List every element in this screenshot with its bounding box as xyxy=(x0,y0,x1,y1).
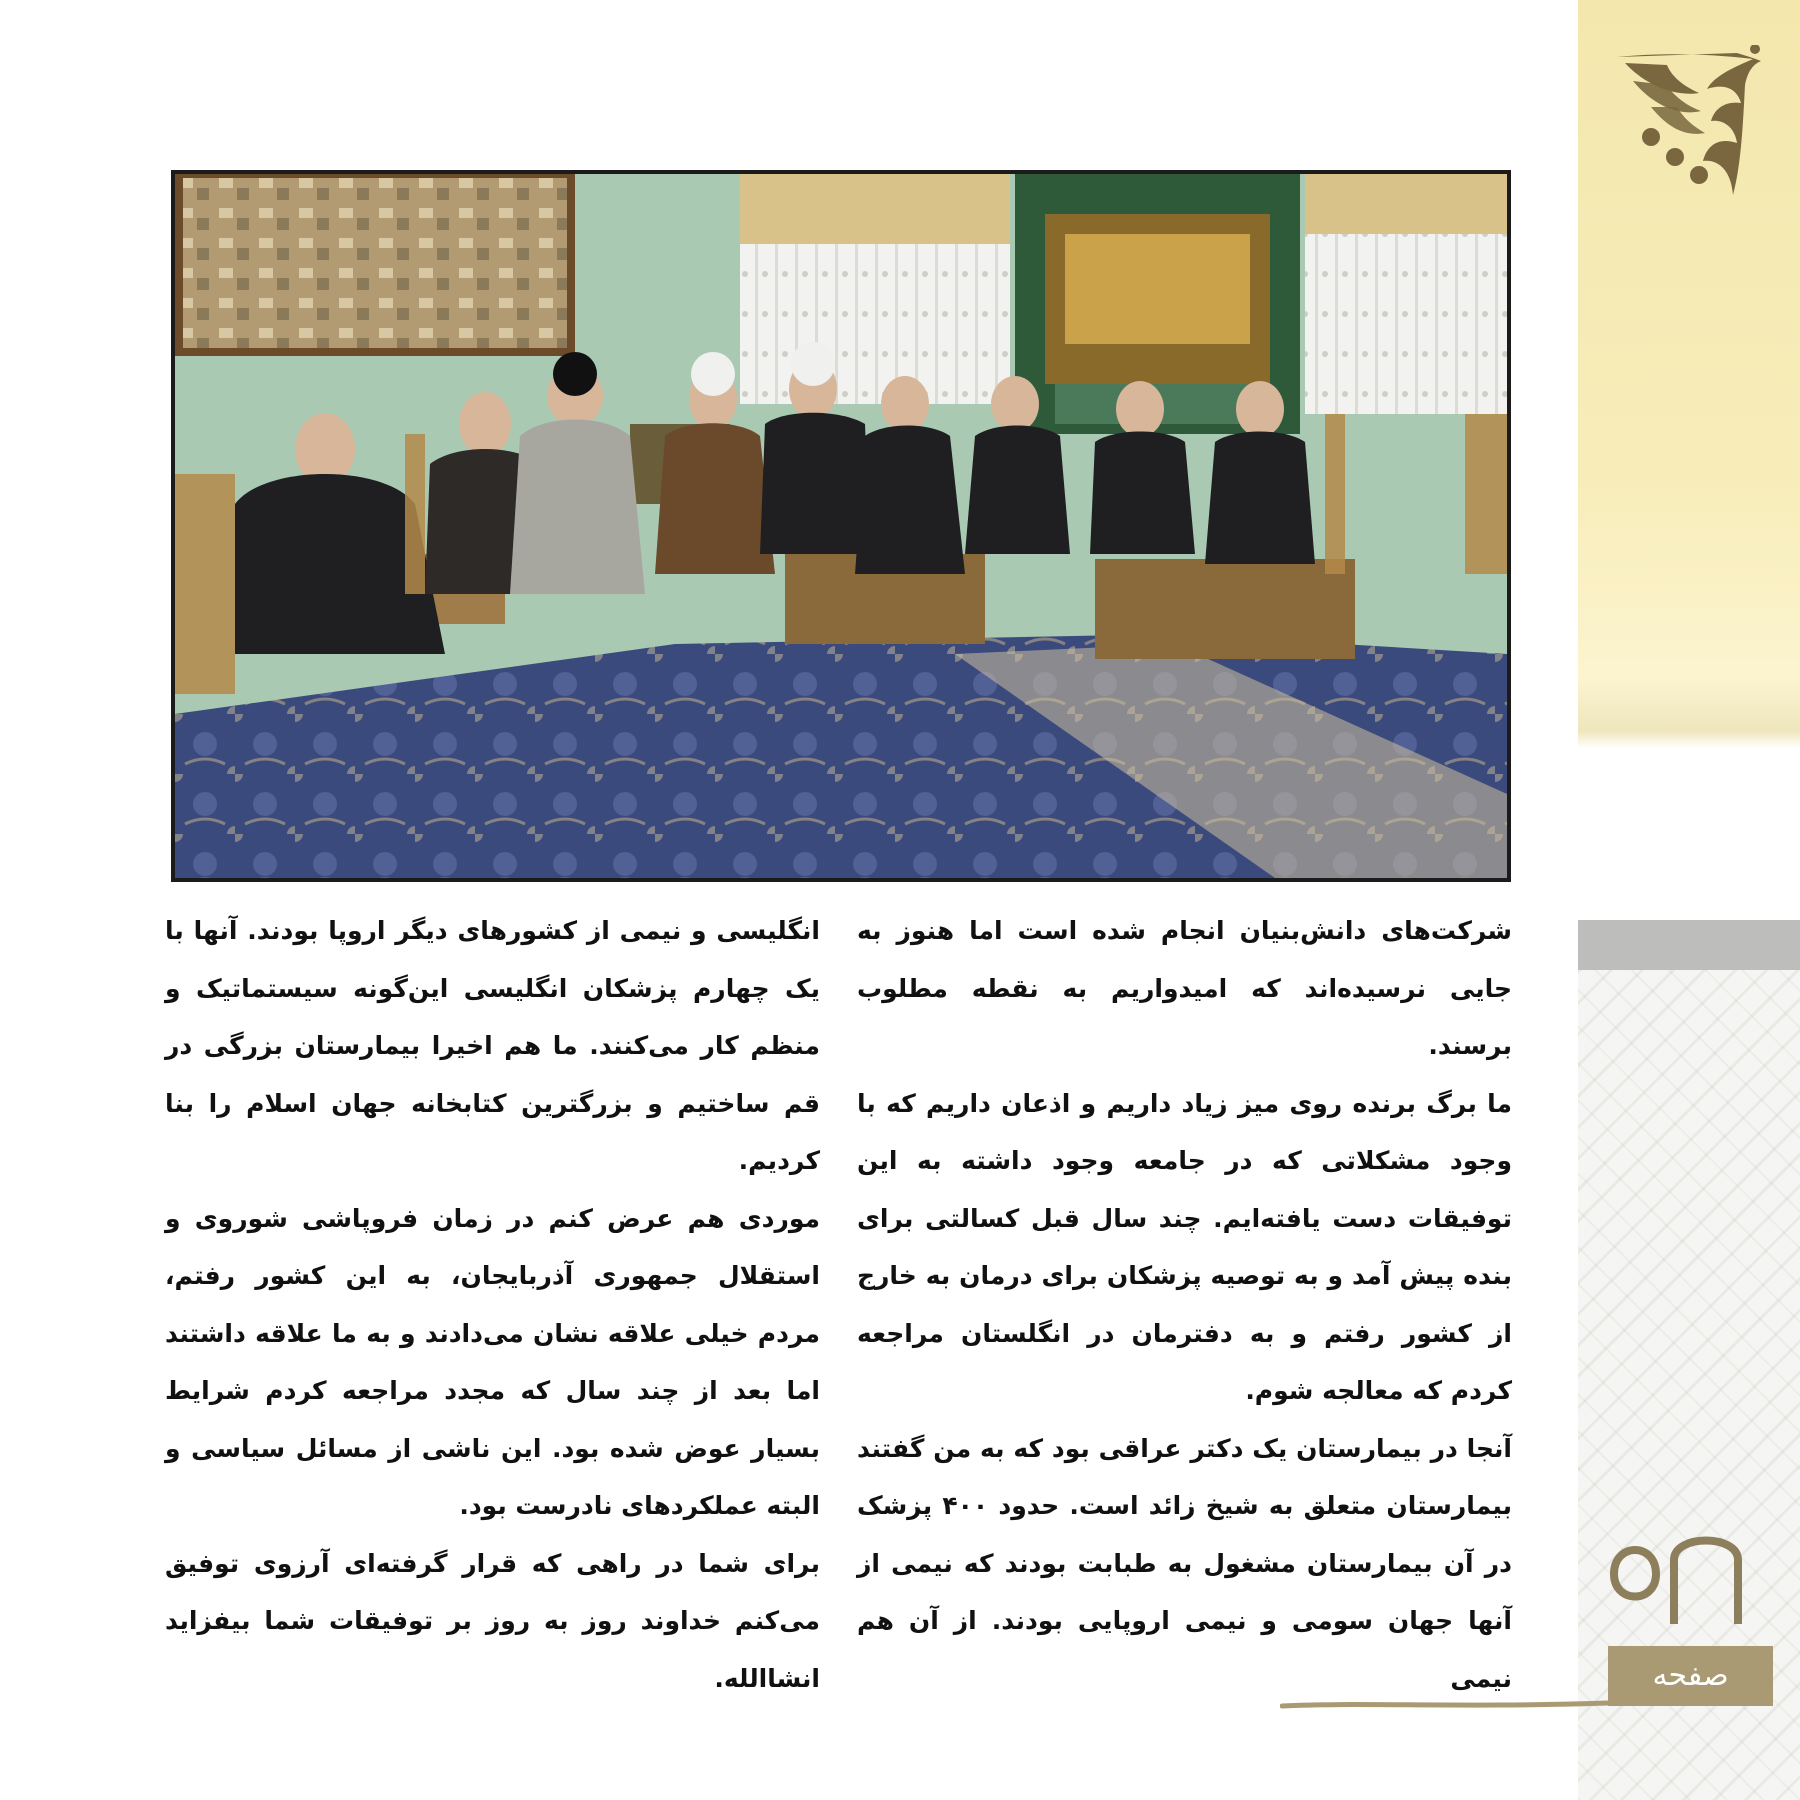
strip-grey-band xyxy=(1578,920,1800,970)
paragraph: موردی هم عرض کنم در زمان فروپاشی شوروی و استقلال جمهوری آذربایجان، به این کشور رفتم، مردم خیلی علاقه نشان می‌دادند و به ما علاقه داشتند اما بعد از چند سال که مجدد مراجعه کردم شرایط بسیار عوض شده بود. این ناشی از مسائل سیاسی و البته عملکردهای نادرست بود. xyxy=(165,1203,820,1520)
page-number xyxy=(1600,1512,1750,1632)
page-underline-icon xyxy=(1280,1696,1610,1712)
meeting-photo-icon xyxy=(175,174,1507,878)
page-label: صفحه xyxy=(1608,1646,1773,1706)
paragraph: انگلیسی و نیمی از کشورهای دیگر اروپا بودند. آنها با یک چهارم پزشکان انگلیسی این‌گونه سیستماتیک و منظم کار می‌کنند. ما هم اخیرا بیمارستان بزرگی در قم ساختیم و بزرگترین کتابخانه جهان اسلام را بنا کردیم. xyxy=(165,916,820,1175)
paragraph: شرکت‌های دانش‌بنیان انجام شده است اما هنوز به جایی نرسیده‌اند که امیدواریم به نقطه مطلوب برسند. xyxy=(857,916,1512,1060)
paragraph: آنجا در بیمارستان یک دکتر عراقی بود که به من گفتند بیمارستان متعلق به شیخ زائد است. حدود ۴۰۰ پزشک در آن بیمارستان مشغول به طبابت بودند که نیمی از آنها جهان سومی و نیمی اروپایی بودند. از آن هم نیمی xyxy=(857,1433,1513,1693)
paragraph: ما برگ برنده روی میز زیاد داریم و اذعان داریم که با وجود مشکلاتی که در جامعه وجود داشته به این توفیقات دست یافته‌ایم. چند سال قبل کسالتی برای بنده پیش آمد و به توصیه پزشکان برای درمان به خارج از کشور رفتم و به دفترمان در انگلستان مراجعه کردم که معالجه شوم. xyxy=(857,1088,1512,1405)
floral-ornament-icon xyxy=(1615,45,1770,200)
text-column-right xyxy=(857,902,1512,1707)
meeting-photo xyxy=(171,170,1511,882)
text-column-left xyxy=(165,902,820,1707)
paragraph: برای شما در راهی که قرار گرفته‌ای آرزوی توفیق می‌کنم خداوند روز به روز بر توفیقات شما بیفزاید انشاالله. xyxy=(165,1548,820,1693)
